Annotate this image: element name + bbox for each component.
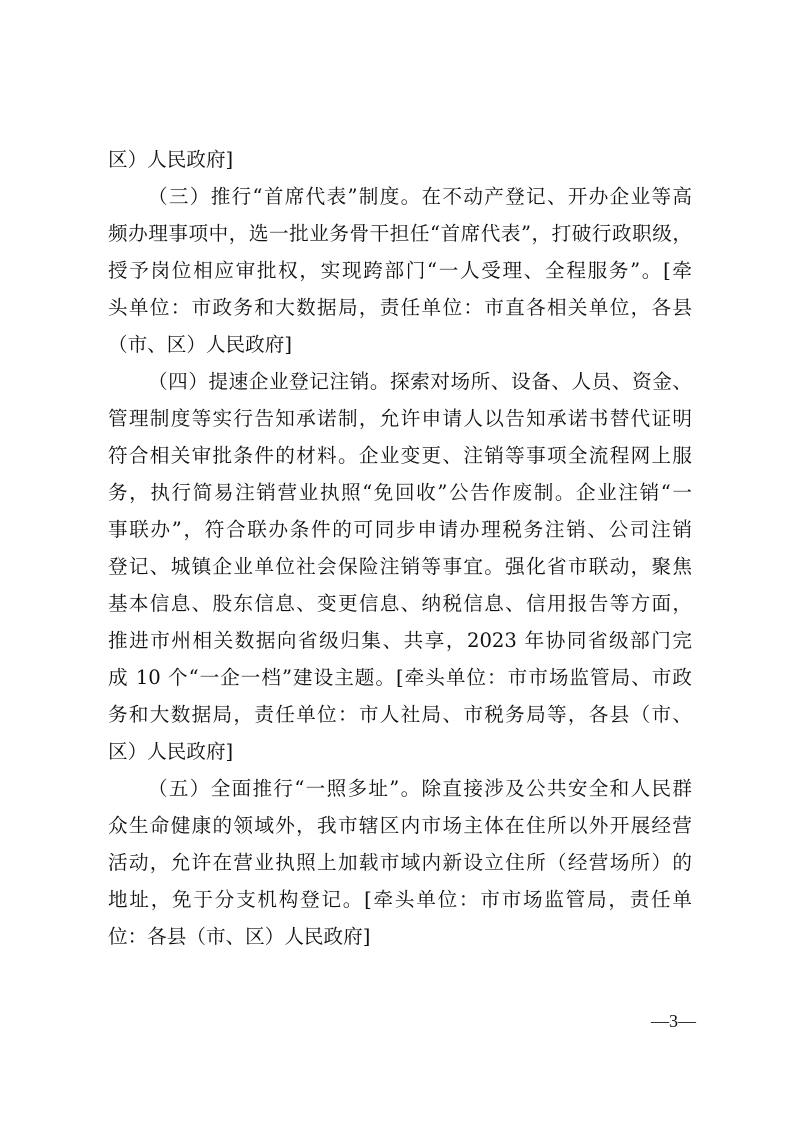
- section-four-heading-line: （四）提速企业登记注销。探索对场所、设备、人员、资金、: [148, 370, 692, 393]
- text-line: 务，执行简易注销营业执照“免回收”公告作废制。企业注销“一: [108, 481, 692, 504]
- section-five-heading-line: （五）全面推行“一照多址”。除直接涉及公共安全和人民群: [148, 777, 692, 800]
- text-line: 头单位：市政务和大数据局，责任单位：市直各相关单位，各县: [108, 296, 692, 319]
- text-line: 地址，免于分支机构登记。[牵头单位：市市场监管局，责任单: [108, 888, 692, 911]
- text-line: 符合相关审批条件的材料。企业变更、注销等事项全流程网上服: [108, 444, 692, 467]
- section-three-heading-line: （三）推行“首席代表”制度。在不动产登记、开办企业等高: [148, 185, 692, 208]
- text-line: 授予岗位相应审批权，实现跨部门“一人受理、全程服务”。[牵: [108, 259, 692, 282]
- text-line: 推进市州相关数据向省级归集、共享，2023 年协同省级部门完: [108, 629, 692, 652]
- text-line: 众生命健康的领域外，我市辖区内市场主体在住所以外开展经营: [108, 814, 692, 837]
- text-line: 务和大数据局，责任单位：市人社局、市税务局等，各县（市、: [108, 703, 692, 726]
- text-line: （市、区）人民政府]: [108, 333, 292, 356]
- text-line: 登记、城镇企业单位社会保险注销等事宜。强化省市联动，聚焦: [108, 555, 692, 578]
- text-line: 基本信息、股东信息、变更信息、纳税信息、信用报告等方面，: [108, 592, 692, 615]
- page-number: —3—: [651, 1011, 696, 1031]
- text-line: 成 10 个“一企一档”建设主题。[牵头单位：市市场监管局、市政: [108, 666, 692, 689]
- text-line: 管理制度等实行告知承诺制，允许申请人以告知承诺书替代证明: [108, 407, 692, 430]
- text-line: 区）人民政府]: [108, 148, 234, 171]
- text-line: 位：各县（市、区）人民政府]: [108, 925, 371, 948]
- text-line: 区）人民政府]: [108, 740, 234, 763]
- text-line: 事联办”，符合联办条件的可同步申请办理税务注销、公司注销: [108, 518, 692, 541]
- text-line: 频办理事项中，选一批业务骨干担任“首席代表”，打破行政职级，: [108, 222, 692, 245]
- text-line: 活动，允许在营业执照上加载市域内新设立住所（经营场所）的: [108, 851, 692, 874]
